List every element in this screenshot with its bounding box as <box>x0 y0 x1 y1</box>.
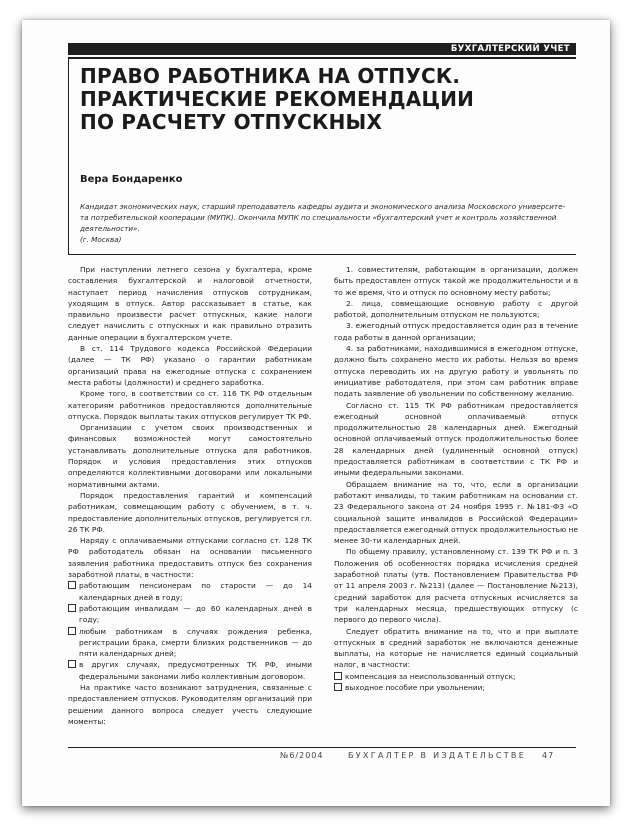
bio-line: та потребительской кооперации (МУПК). Окончила МУПК по специальности «бухгалтерский учет и контроль хозяйственной <box>80 213 557 222</box>
title-line: ПРАВО РАБОТНИКА НА ОТПУСК. <box>80 64 461 88</box>
footer-rule <box>68 747 576 748</box>
checkbox-list-item <box>68 603 312 626</box>
paragraph: Наряду с оплачиваемыми отпусками согласно ст. 128 ТК РФ работодатель обязан на основании письменного заявления работника предоставить отпуск без сохранения заработной платы, в частности: <box>68 536 312 580</box>
paragraph: 2. лица, совмещающие основную работу с другой работой, дополнительным отпуском не пользуются; <box>334 298 578 320</box>
paragraph: При наступлении летнего сезона у бухгалтера, кроме составления бухгалтерской и налоговой отчетности, наступает период начисления отпусков сотрудникам, уходящим в отпуск. Автор рассказывает в статье, как правильно произвести расчет отпускных, какие налоги следует начислить с отпускных и как правильно отразить данные операции в бухгалтерском учете. <box>68 265 312 342</box>
list-item-text: компенсация за неиспользованный отпуск; <box>345 671 516 681</box>
checkbox-list-item <box>68 659 312 682</box>
top-rule <box>68 57 576 59</box>
author-name: Вера Бондаренко <box>80 174 183 185</box>
list-item-text: в других случаях, предусмотренных ТК РФ, иными федеральными законами либо коллективным договором. <box>79 660 312 681</box>
right-column <box>334 264 578 693</box>
checkbox-bullet-icon <box>334 672 342 680</box>
checkbox-bullet-icon <box>68 660 76 668</box>
header-bottom-rule <box>68 254 576 255</box>
bio-line: (г. Москва) <box>80 235 122 244</box>
paragraph: Согласно ст. 115 ТК РФ работникам предоставляется ежегодный основной оплачиваемый отпуск продолжительностью 28 календарных дней. Ежегодный основной оплачиваемый отпуск продолжительностью более 28 календарных дней (удлиненный основной отпуск) предоставляется работникам в соответствии с ТК РФ и иными федеральными законами. <box>334 400 578 478</box>
list-item-text: работающим инвалидам — до 60 календарных дней в году; <box>79 603 312 625</box>
paragraph: 3. ежегодный отпуск предоставляется один раз в течение года работы в данной организации; <box>334 321 578 342</box>
author-bio <box>80 201 570 245</box>
paragraph: Порядок предоставления гарантий и компенсаций работникам, совмещающим работу с обучением, в т. ч. предоставление дополнительных отпусков, регулируется гл. 26 ТК РФ. <box>68 490 312 534</box>
title-line: ПРАКТИЧЕСКИЕ РЕКОМЕНДАЦИИ <box>80 87 475 111</box>
paragraph: Организации с учетом своих производственных и финансовых возможностей могут самостоятельно устанавливать дополнительные отпуска для работников. Порядок и условия предоставления этих отпусков определяются коллективными договорами или локальными нормативными актами. <box>68 423 312 489</box>
section-label: БУХГАЛТЕРСКИЙ УЧЕТ <box>450 44 570 54</box>
magazine-name: БУХГАЛТЕР В ИЗДАТЕЛЬСТВЕ <box>348 751 527 760</box>
paragraph: 1. совместителям, работающим в организации, должен быть предоставлен отпуск такой же продолжительности и в то же время, что и отпуск по основному месту работы; <box>334 265 578 297</box>
issue-number: №6/2004 <box>280 751 324 760</box>
page-number: 47 <box>542 751 555 760</box>
checkbox-bullet-icon <box>68 604 76 612</box>
section-band <box>68 43 576 55</box>
paragraph: В ст. 114 Трудового кодекса Российской Федерации (далее — ТК РФ) указано о гарантии работникам организаций права на ежегодные отпуска с сохранением места работы (должности) и среднего заработка. <box>68 344 312 387</box>
checkbox-bullet-icon <box>68 581 76 589</box>
article-title <box>80 65 550 134</box>
list-item-text: работающим пенсионерам по старости — до 14 календарных дней в году; <box>79 581 312 602</box>
paragraph: 4. за работниками, находившимися в ежегодном отпуске, должно быть сохранено место их работы. Нельзя во время отпуска переводить их на другую работу и увольнять по инициативе работодателя, при этом сам работник вправе подать заявление об увольнении по собственному желанию. <box>334 344 578 399</box>
paragraph: Обращаем внимание на то, что, если в организации работают инвалиды, то таким работникам на основании ст. 23 Федерального закона от 24 ноября 1995 г. №181-ФЗ «О социальной защите инвалидов в Российской Федерации» предоставляется ежегодный отпуск продолжительностью не менее 30-ти календарных дней. <box>334 479 578 546</box>
checkbox-bullet-icon <box>68 627 76 635</box>
paragraph: По общему правилу, установленному ст. 139 ТК РФ и п. 3 Положения об особенностях порядка исчисления средней заработной платы (утв. Постановлением Правительства РФ от 11 апреля 2003 г. №213) (далее — Постановление №213), средний заработок для расчета отпускных исчисляется за три календарных месяца, предшествующих отпуску (с первого до первого числа). <box>334 547 578 625</box>
header-left-rule <box>68 57 69 255</box>
paragraph: Кроме того, в соответствии со ст. 116 ТК РФ отдельным категориям работников предоставляются дополнительные отпуска. Порядок выплаты таких отпусков регулирует ТК РФ. <box>68 389 312 421</box>
bio-line: деятельности». <box>80 224 140 233</box>
bio-line: Кандидат экономических наук, старший преподаватель кафедры аудита и экономического анализа Московского университе- <box>80 202 566 211</box>
checkbox-list-item <box>334 671 578 682</box>
paragraph: Следует обратить внимание на то, что и при выплате отпускных в средний заработок не включаются денежные выплаты, на которые не начисляется единый социальный налог, в частности: <box>334 626 578 670</box>
list-item-text: выходное пособие при увольнении; <box>345 682 485 692</box>
checkbox-list-item <box>334 682 578 693</box>
paragraph: На практике часто возникают затруднения, связанные с предоставлением отпусков. Руководителям организаций при решении данного вопроса следует учесть следующие моменты: <box>68 682 312 726</box>
magazine-page <box>22 20 610 806</box>
title-line: ПО РАСЧЕТУ ОТПУСКНЫХ <box>80 110 383 134</box>
checkbox-list-item <box>68 580 312 603</box>
left-column <box>68 264 312 727</box>
checkbox-bullet-icon <box>334 683 342 691</box>
list-item-text: любым работникам в случаях рождения ребенка, регистрации брака, смерти близких родственников — до пяти календарных дней; <box>79 626 312 659</box>
checkbox-list-item <box>68 626 312 660</box>
